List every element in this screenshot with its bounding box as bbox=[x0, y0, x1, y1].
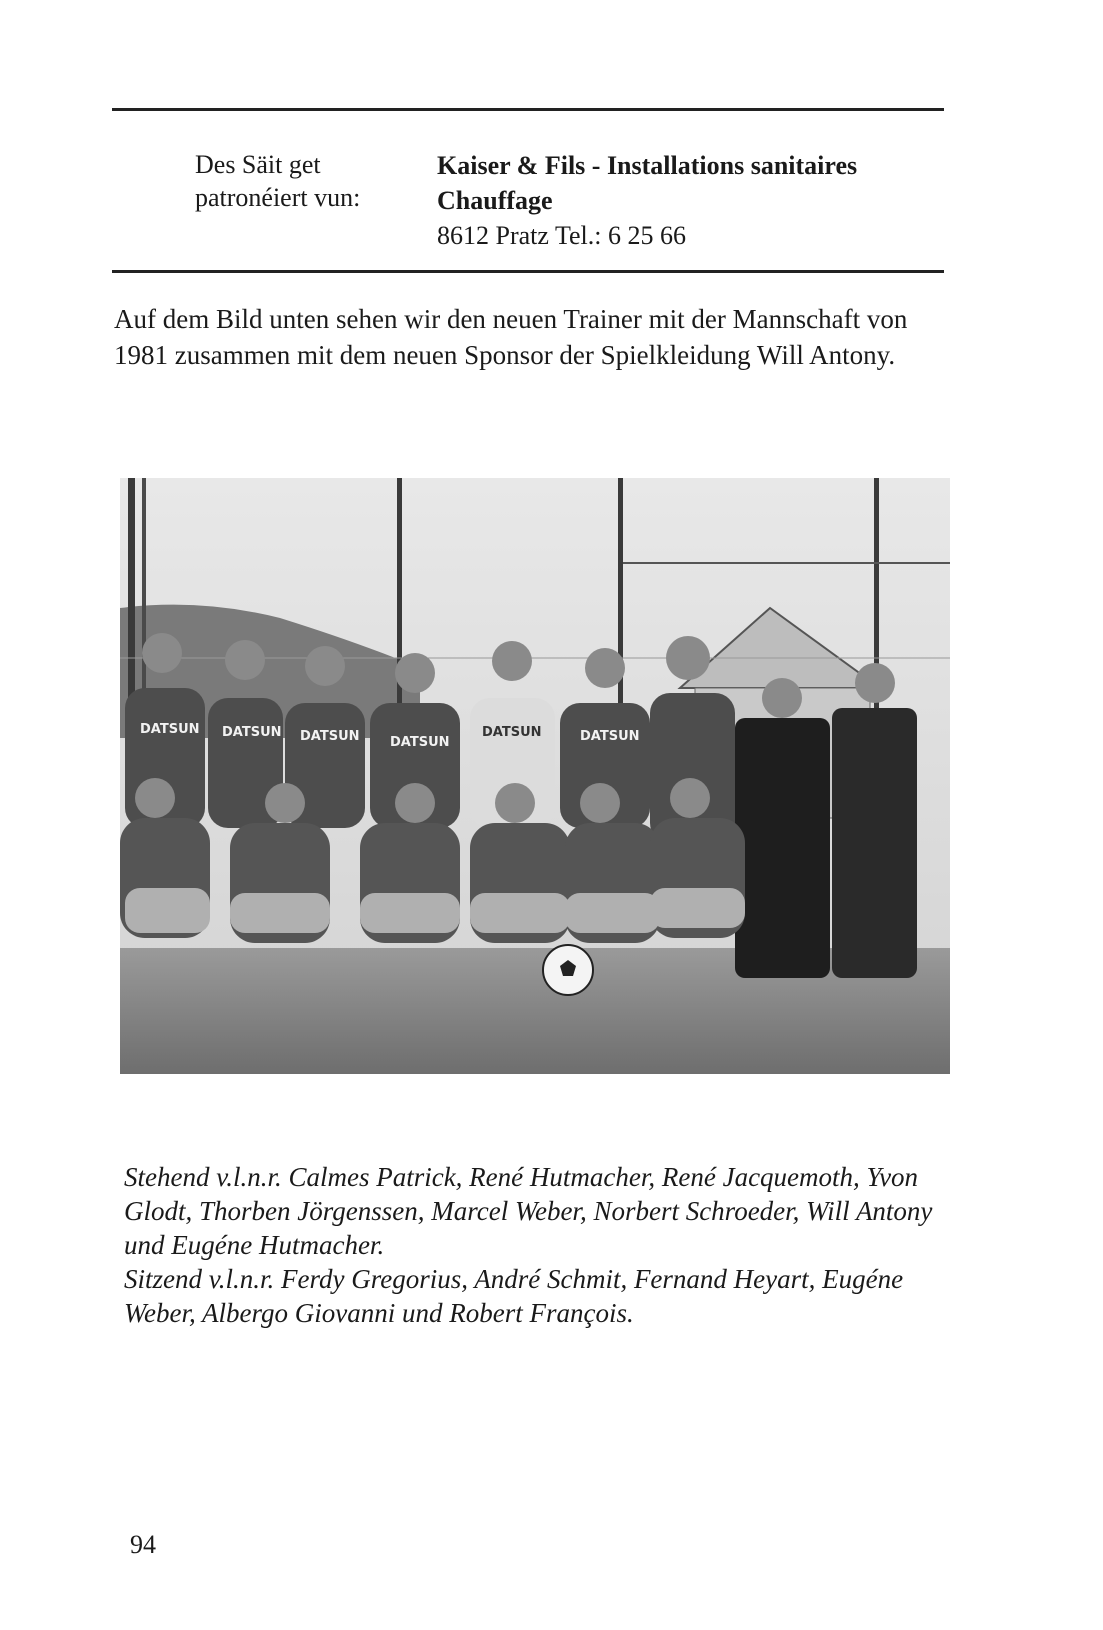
intro-paragraph: Auf dem Bild unten sehen wir den neuen Trainer mit der Mannschaft von 1981 zusammen mit dem neuen Sponsor der Spielkleidung Will Antony. bbox=[114, 304, 908, 370]
team-photo bbox=[120, 478, 950, 1074]
caption-standing: Stehend v.l.n.r. Calmes Patrick, René Hutmacher, René Jacquemoth, Yvon Glodt, Thorben Jörgenssen, Marcel Weber, Norbert Schroeder, Will Antony und Eugéne Hutmacher. bbox=[124, 1162, 933, 1260]
jersey-label: DATSUN bbox=[140, 722, 200, 737]
sponsor-address: 8612 Pratz Tel.: 6 25 66 bbox=[437, 221, 687, 250]
sponsor-service: Chauffage bbox=[437, 186, 553, 215]
photo-caption bbox=[124, 1160, 954, 1330]
top-divider bbox=[112, 108, 944, 111]
bottom-divider bbox=[112, 270, 944, 273]
page-number: 94 bbox=[130, 1530, 156, 1559]
jersey-label: DATSUN bbox=[300, 729, 360, 744]
sponsor-name: Kaiser & Fils - Installations sanitaires bbox=[437, 151, 858, 180]
jersey-label: DATSUN bbox=[580, 729, 640, 744]
jersey-label: DATSUN bbox=[482, 725, 542, 740]
jersey-label: DATSUN bbox=[390, 735, 450, 750]
sponsor-info bbox=[437, 148, 947, 253]
jersey-label: DATSUN bbox=[222, 725, 282, 740]
sponsor-label-line2: patronéiert vun: bbox=[195, 183, 361, 212]
caption-sitting: Sitzend v.l.n.r. Ferdy Gregorius, André Schmit, Fernand Heyart, Eugéne Weber, Albergo Giovanni und Robert François. bbox=[124, 1264, 904, 1328]
sponsor-label-line1: Des Säit get bbox=[195, 150, 321, 179]
sponsor-label bbox=[195, 148, 425, 214]
